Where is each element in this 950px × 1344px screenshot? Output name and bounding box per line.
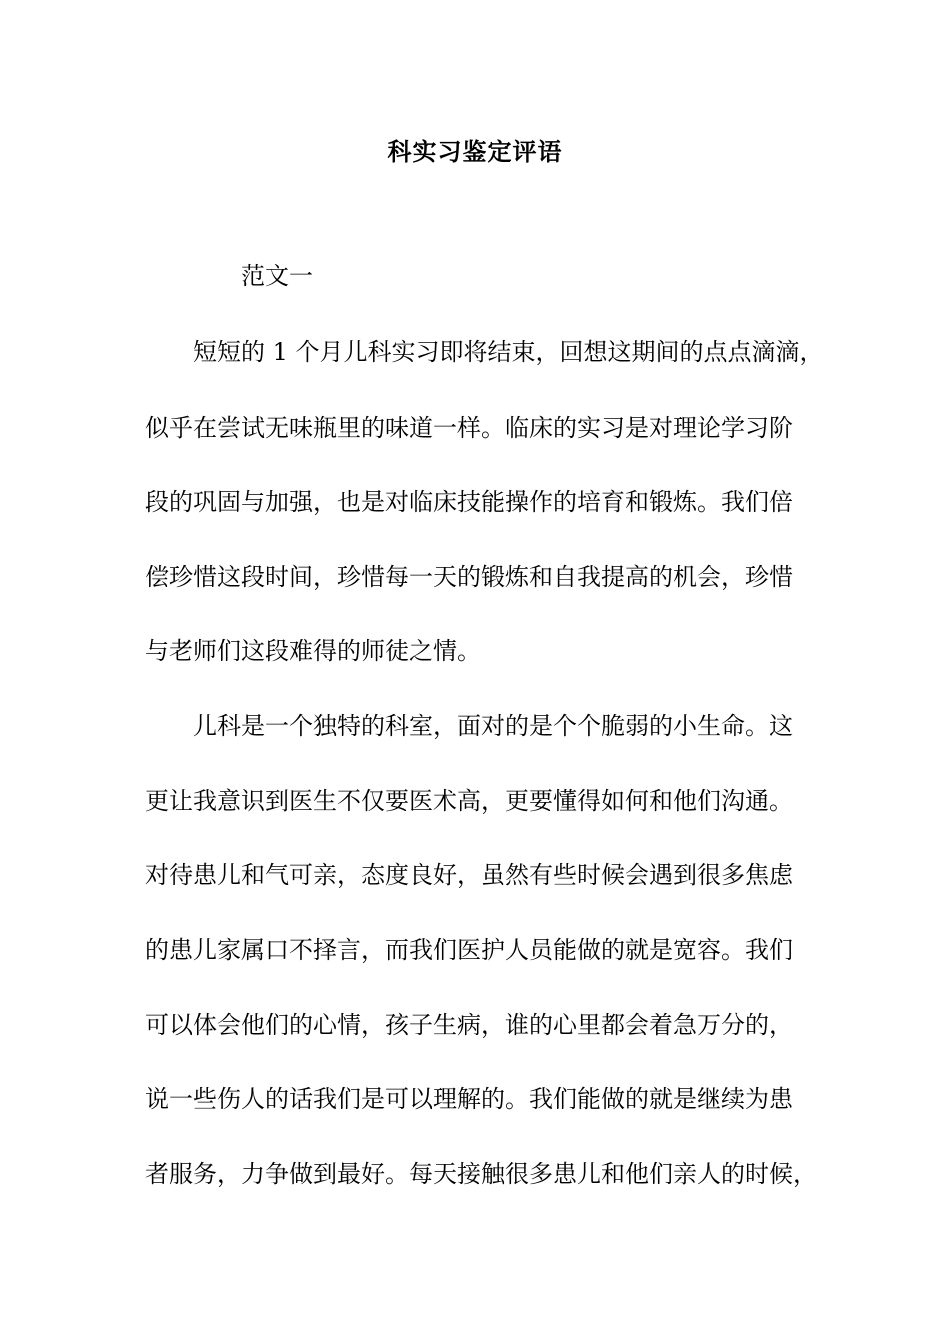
paragraph1-line-5: 与老师们这段难得的师徒之情。: [145, 637, 481, 665]
paragraph1-line-4: 偿珍惜这段时间，珍惜每一天的锻炼和自我提高的机会，珍惜: [145, 563, 793, 591]
paragraph2-line-1: 儿科是一个独特的科室，面对的是个个脆弱的小生命。这: [193, 712, 793, 740]
section-heading: 范文一: [241, 262, 313, 290]
paragraph2-line-7: 者服务，力争做到最好。每天接触很多患儿和他们亲人的时候，: [145, 1160, 817, 1188]
paragraph2-line-2: 更让我意识到医生不仅要医术高，更要懂得如何和他们沟通。: [145, 787, 793, 815]
document-title: 科实习鉴定评语: [387, 137, 563, 166]
paragraph2-line-3: 对待患儿和气可亲，态度良好，虽然有些时候会遇到很多焦虑: [145, 861, 793, 889]
paragraph2-line-6: 说一些伤人的话我们是可以理解的。我们能做的就是继续为患: [145, 1085, 793, 1113]
paragraph1-line-2: 似乎在尝试无味瓶里的味道一样。临床的实习是对理论学习阶: [145, 414, 793, 442]
paragraph2-line-4: 的患儿家属口不择言，而我们医护人员能做的就是宽容。我们: [145, 936, 793, 964]
paragraph1-line-1: 短短的 1 个月儿科实习即将结束，回想这期间的点点滴滴，: [193, 338, 824, 366]
paragraph2-line-5: 可以体会他们的心情，孩子生病，谁的心里都会着急万分的，: [145, 1011, 793, 1039]
paragraph1-line-3: 段的巩固与加强，也是对临床技能操作的培育和锻炼。我们倍: [145, 488, 793, 516]
